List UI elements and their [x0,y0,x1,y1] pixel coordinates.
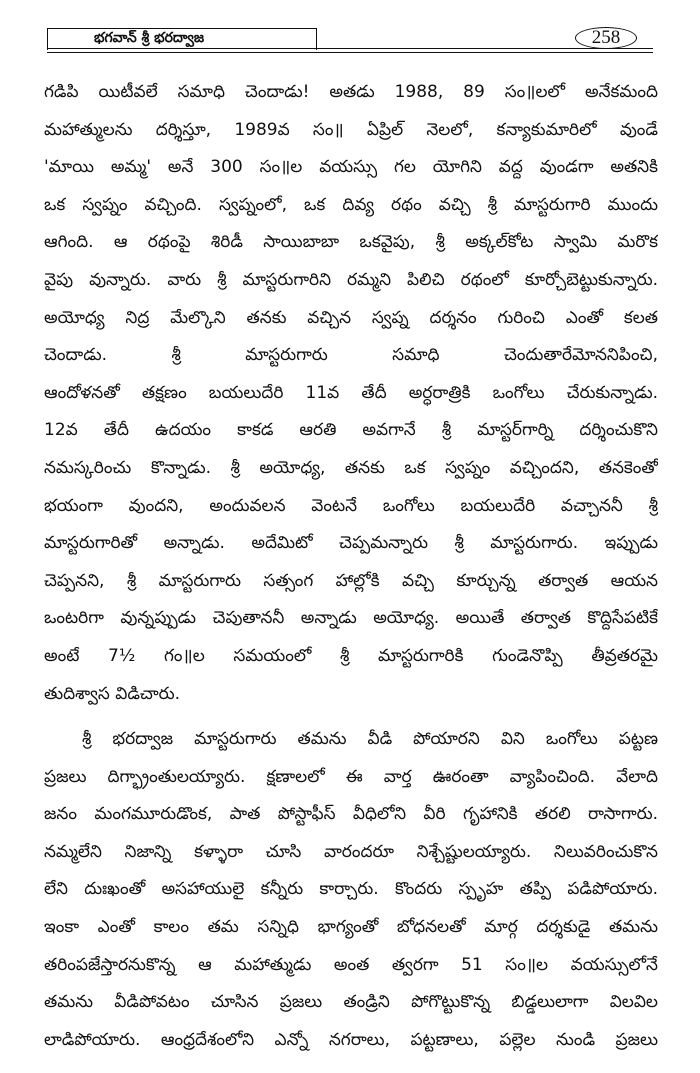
text-line: ఆగింది. ఆ రథంపై శిరిడీ సాయిబాబా ఒకవైపు, శ్రీ అక్కల్‌కోట స్వామి మరొక [44,232,658,253]
page-number: 258 [575,27,637,49]
text-line: వైపు వున్నారు. వారు శ్రీ మాస్టరుగారిని రమ్మని పిలిచి రథంలో కూర్చోబెట్టుకున్నారు. [44,269,658,290]
text-line: నమస్కరించు కొన్నాడు. శ్రీ అయోధ్య, తనకు ఒక స్వప్నం వచ్చిందని, తనకెంతో [44,457,658,478]
text-line: లాడిపోయారు. ఆంధ్రదేశంలోని ఎన్నో నగరాలు, పట్టణాలు, పల్లెల నుండి ప్రజలు [44,1029,658,1050]
text-line: గడిపి యిటీవలే సమాధి చెందాడు! అతడు 1988, 89 సం॥లలో అనేకమంది [44,82,658,102]
text-line: ఒక స్వప్నం వచ్చింది. స్వప్నంలో, ఒక దివ్య రథం వచ్చి శ్రీ మాస్టరుగారి ముందు [44,194,658,215]
text-line: లేని దుఃఖంతో అసహాయులై కన్నీరు కార్చారు. కొందరు స్పృహ తప్పి పడిపోయారు. [44,879,658,900]
text-line: 'మాయి అమ్మ' అనే 300 సం॥ల వయస్సు గల యోగిని వద్ద వుండగా అతనికి [44,157,658,178]
running-header [47,26,653,54]
paragraph-2 [44,721,658,1059]
text-line: మహాత్ములను దర్శిస్తూ, 1989వ సం॥ ఏప్రిల్ నెలలో, కన్యాకుమారిలో వుండే [44,119,658,140]
text-line: తుదిశ్వాస విడిచారు. [44,683,181,704]
text-line: అంటే 7½ గం॥ల సమయంలో శ్రీ మాస్టరుగారికి గుండెనొప్పి తీవ్రతరమై [44,645,658,666]
text-line: తరింపజేస్తారనుకొన్న ఆ మహాత్ముడు అంత త్వరగా 51 సం॥ల వయస్సులోనే [44,954,658,975]
text-line: భయంగా వుందని, అందువలన వెంటనే ఒంగోలు బయలుదేరి వచ్చాననీ శ్రీ [44,495,658,516]
text-line: మాస్టరుగారితో అన్నాడు. అదేమిటో చెప్పమన్నారు శ్రీ మాస్టరుగారు. ఇప్పుడు [44,533,658,554]
text-line: నమ్మలేని నిజాన్ని కళ్ళారా చూసి వారందరూ నిశ్చేష్టులయ్యారు. నిలువరించుకొన [44,841,658,862]
text-line: తమను వీడిపోవటం చూసిన ప్రజలు తండ్రిని పోగొట్టుకొన్న బిడ్డలులాగా విలవిల [44,992,658,1013]
text-line: జనం మంగమూరుడొంక, పాత పోస్టాఫీస్ వీధిలోని వీరి గృహానికి తరలి రాసాగారు. [44,804,658,825]
text-line: చెప్పనని, శ్రీ మాస్టరుగారు సత్సంగ హాల్లోకి వచ్చి కూర్చున్న తర్వాత ఆయన [44,570,658,591]
text-line: ఆందోళనతో తక్షణం బయలుదేరి 11వ తేదీ అర్ధరాత్రికి ఒంగోలు చేరుకున్నాడు. [44,382,658,403]
text-line: అయోధ్య నిద్ర మేల్కొని తనకు వచ్చిన స్వప్న దర్శనం గురించి ఎంతో కలత [44,307,658,328]
paragraph-1 [44,74,658,713]
paragraph-gap [44,713,658,721]
text-line: శ్రీ భరద్వాజ మాస్టరుగారు తమను వీడి పోయారని విని ఒంగోలు పట్టణ [82,729,658,750]
text-line: చెందాడు. శ్రీ మాస్టరుగారు సమాధి చెందుతారేమోననిపించి, [44,345,658,366]
text-line: ప్రజలు దిగ్భ్రాంతులయ్యారు. క్షణాలలో ఈ వార్త ఊరంతా వ్యాపించింది. వేలాది [44,766,658,787]
text-line: ఇంకా ఎంతో కాలం తమ సన్నిధి భాగ్యంతో బోధనలతో మార్గ దర్శకుడై తమను [44,917,658,938]
book-title: భగవాన్ శ్రీ భరద్వాజ [47,28,317,50]
body-text [44,74,658,1059]
text-line: 12వ తేదీ ఉదయం కాకడ ఆరతి అవగానే శ్రీ మాస్టర్‌గార్ని దర్శించుకొని [44,420,658,441]
text-line: ఒంటరిగా వున్నప్పుడు చెపుతాననీ అన్నాడు అయోధ్య. అయితే తర్వాత కొద్దిసేపటికే [44,608,658,629]
header-rule-thin [47,52,653,53]
